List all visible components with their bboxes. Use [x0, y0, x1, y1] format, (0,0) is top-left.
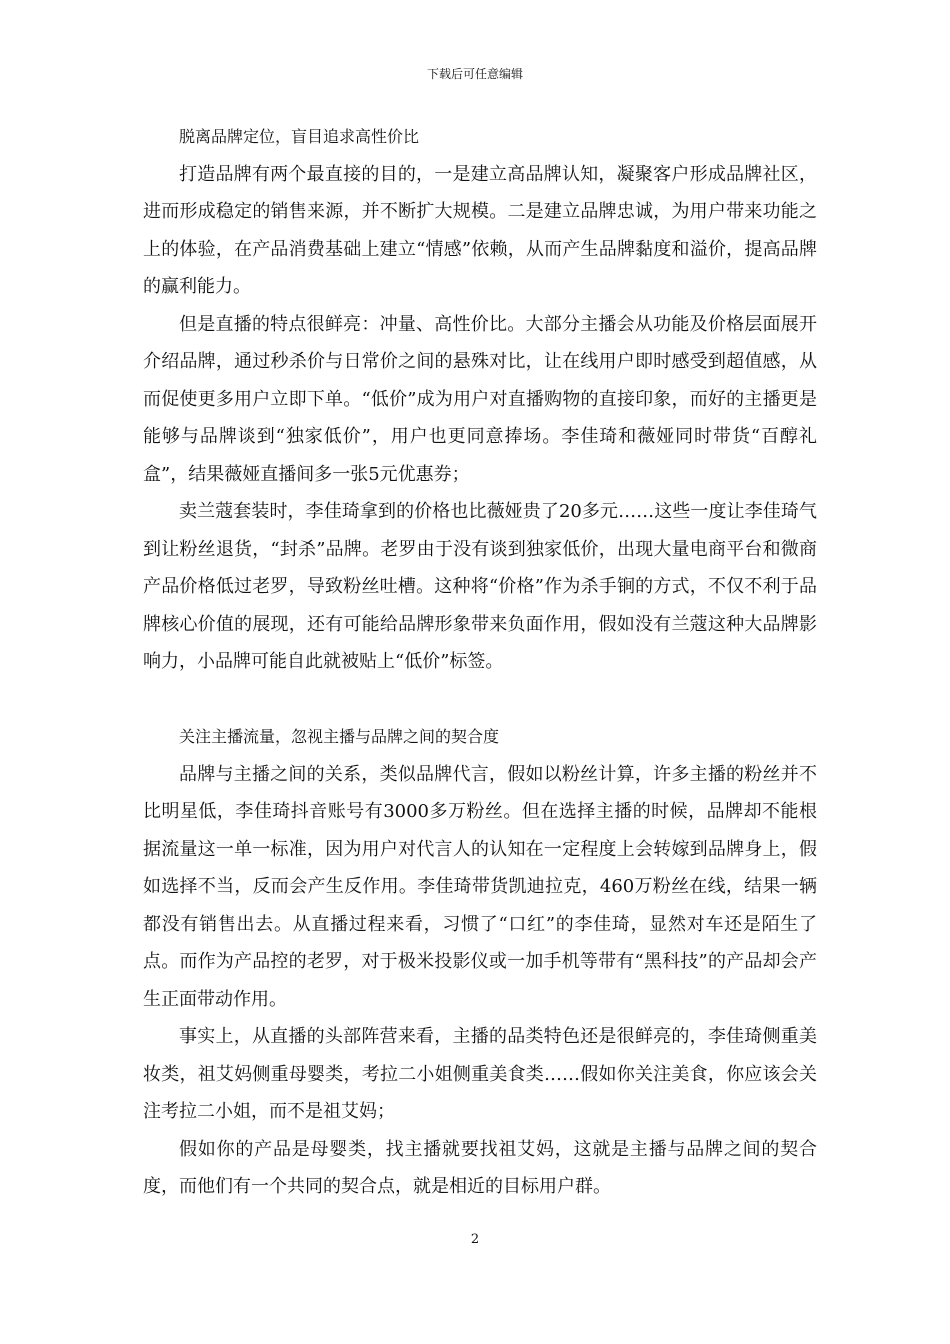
section-spacer — [143, 681, 817, 719]
page-number: 2 — [470, 1232, 480, 1247]
page-header: 下载后可任意编辑 — [426, 67, 523, 81]
section-heading: 脱离品牌定位，盲目追求高性价比 — [179, 127, 420, 146]
paragraph: 品牌与主播之间的关系，类似品牌代言，假如以粉丝计算，许多主播的粉丝并不比明星低，李佳琦抖音账号有3000多万粉丝。但在选择主播的时候，品牌却不能根据流量这一单一标准，因为用户对代言人的认知在一定程度上会转嫁到品牌身上，假如选择不当，反而会产生反作用。李佳琦带货凯迪拉克，460万粉丝在线，结果一辆都没有销售出去。从直播过程来看，习惯了“口红”的李佳琦，显然对车还是陌生了点。而作为产品控的老罗，对于极米投影仪或一加手机等带有“黑科技”的产品却会产生正面带动作用。 — [143, 763, 817, 1010]
section-2 — [143, 718, 817, 1206]
paragraph: 但是直播的特点很鲜亮：冲量、高性价比。大部分主播会从功能及价格层面展开介绍品牌，通过秒杀价与日常价之间的悬殊对比，让在线用户即时感受到超值感，从而促使更多用户立即下单。“低价”成为用户对直播购物的直接印象，而好的主播更是能够与品牌谈到“独家低价”，用户也更同意捧场。李佳琦和薇娅同时带货“百醇礼盒”，结果薇娅直播间多一张5元优惠券； — [143, 313, 817, 485]
paragraph: 打造品牌有两个最直接的目的，一是建立高品牌认知，凝聚客户形成品牌社区，进而形成稳定的销售来源，并不断扩大规模。二是建立品牌忠诚，为用户带来功能之上的体验，在产品消费基础上建立“情感”依赖，从而产生品牌黏度和溢价，提高品牌的赢利能力。 — [143, 163, 817, 297]
section-1 — [143, 118, 817, 681]
section-heading: 关注主播流量，忽视主播与品牌之间的契合度 — [179, 727, 500, 746]
document-body — [143, 118, 817, 1206]
paragraph: 事实上，从直播的头部阵营来看，主播的品类特色还是很鲜亮的，李佳琦侧重美妆类，祖艾妈侧重母婴类，考拉二小姐侧重美食类……假如你关注美食，你应该会关注考拉二小姐，而不是祖艾妈； — [143, 1026, 817, 1122]
paragraph: 卖兰蔻套装时，李佳琦拿到的价格也比薇娅贵了20多元……这些一度让李佳琦气到让粉丝退货，“封杀”品牌。老罗由于没有谈到独家低价，出现大量电商平台和微商产品价格低过老罗，导致粉丝吐槽。这种将“价格”作为杀手锏的方式，不仅不利于品牌核心价值的展现，还有可能给品牌形象带来负面作用，假如没有兰蔻这种大品牌影响力，小品牌可能自此就被贴上“低价”标签。 — [143, 501, 817, 672]
paragraph: 假如你的产品是母婴类，找主播就要找祖艾妈，这就是主播与品牌之间的契合度，而他们有一个共同的契合点，就是相近的目标用户群。 — [143, 1138, 817, 1197]
